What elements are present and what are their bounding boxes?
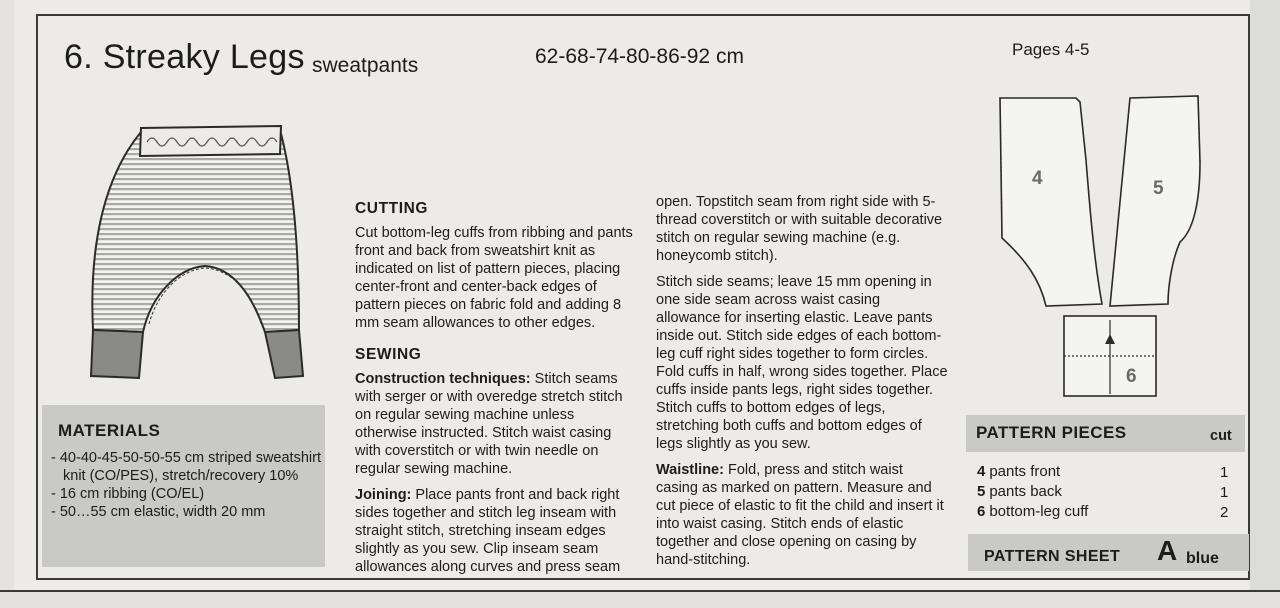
piece-name: pants front: [989, 463, 1061, 480]
piece-number: 6: [977, 503, 986, 520]
waistline-text: Fold, press and stitch waist casing as marked on pattern. Measure and cut piece of elastic to fit the child and insert it into waist casing. Stitch ends of elastic together and close opening on casing by hand-stitching.: [656, 462, 944, 568]
cut-column-header: cut: [1210, 428, 1232, 444]
instructions-column-1: [355, 200, 637, 584]
pages-reference: Pages 4-5: [1012, 40, 1090, 59]
piece-5-label: 5: [1153, 178, 1164, 199]
topstitch-text: open. Topstitch seam from right side with 5-thread coverstitch or with suitable decorative stitch on regular sewing machine (e.g. honeycomb stitch).: [656, 194, 943, 264]
joining-text: Place pants front and back right sides together and stitch leg inseam with straight stitch, stretching inseam edges slightly as you sew. Clip inseam seam allowances along curves and press seam: [355, 487, 621, 575]
size-range: 62-68-74-80-86-92 cm: [535, 45, 744, 68]
cutting-heading: CUTTING: [355, 200, 429, 217]
piece-cut-qty: 1: [1220, 464, 1229, 481]
sewing-heading: SEWING: [355, 346, 422, 363]
piece-5-shape: [1110, 96, 1200, 306]
piece-number: 5: [977, 483, 986, 500]
waistline-label: Waistline:: [656, 462, 724, 478]
construction-paragraph: [355, 370, 637, 478]
pattern-sheet-letter: A: [1157, 535, 1178, 566]
pattern-sheet-color: blue: [1186, 550, 1219, 567]
next-section-border: [0, 590, 1280, 608]
materials-list: [51, 449, 321, 521]
materials-item: - 16 cm ribbing (CO/EL): [51, 486, 205, 502]
page-edge-right: [1250, 0, 1280, 606]
pattern-sheet-label: PATTERN SHEET: [984, 548, 1121, 565]
piece-cut-qty: 2: [1220, 504, 1229, 521]
construction-label: Construction techniques:: [355, 371, 531, 387]
piece-name: pants back: [989, 483, 1062, 500]
piece-cut-qty: 1: [1220, 484, 1229, 501]
joining-paragraph: [355, 486, 637, 576]
pattern-pieces-diagram: [990, 90, 1210, 400]
construction-text: Stitch seams with serger or with overedge stretch stitch on regular sewing machine unless otherwise instructed. Stitch waist casing with coverstitch or with twin needle on regular sewing machine.: [355, 371, 623, 477]
piece-4-shape: [1000, 98, 1102, 306]
joining-label: Joining:: [355, 487, 412, 503]
instructions-column-2: [656, 193, 948, 577]
pattern-title: 6. Streaky Legs: [64, 38, 305, 76]
materials-heading: MATERIALS: [58, 421, 161, 440]
pattern-subtitle: sweatpants: [312, 54, 419, 77]
pattern-pieces-heading: PATTERN PIECES: [976, 423, 1127, 442]
piece-number: 4: [977, 463, 986, 480]
sweatpants-illustration: [85, 118, 315, 388]
pattern-piece-row: [977, 463, 1060, 480]
piece-4-label: 4: [1032, 168, 1043, 189]
pattern-piece-row: [977, 483, 1062, 500]
materials-item: - 40-40-45-50-50-55 cm striped sweatshirt knit (CO/PES), stretch/recovery 10%: [51, 450, 321, 484]
page-edge-left: [0, 0, 14, 606]
piece-6-label: 6: [1126, 366, 1137, 387]
side-seams-text: Stitch side seams; leave 15 mm opening in one side seam across waist casing allowance for inserting elastic. Leave pants inside out. Stitch side edges of each bottom-leg cuff right sides together to form circles. Fold cuffs in half, wrong sides together. Place cuffs inside pants legs, right sides together. Stitch cuffs to bottom edges of legs, stretching both cuffs and bottom edges of legs slightly as you sew.: [656, 274, 948, 452]
piece-name: bottom-leg cuff: [989, 503, 1089, 520]
materials-item: - 50…55 cm elastic, width 20 mm: [51, 504, 266, 520]
cutting-text: Cut bottom-leg cuffs from ribbing and pants front and back from sweatshirt knit as indicated on list of pattern pieces, placing center-front and center-back edges of pattern pieces on fabric fold and adding 8 mm seam allowances to other edges.: [355, 225, 633, 331]
pattern-piece-row: [977, 503, 1088, 520]
waistline-paragraph: [656, 461, 948, 569]
